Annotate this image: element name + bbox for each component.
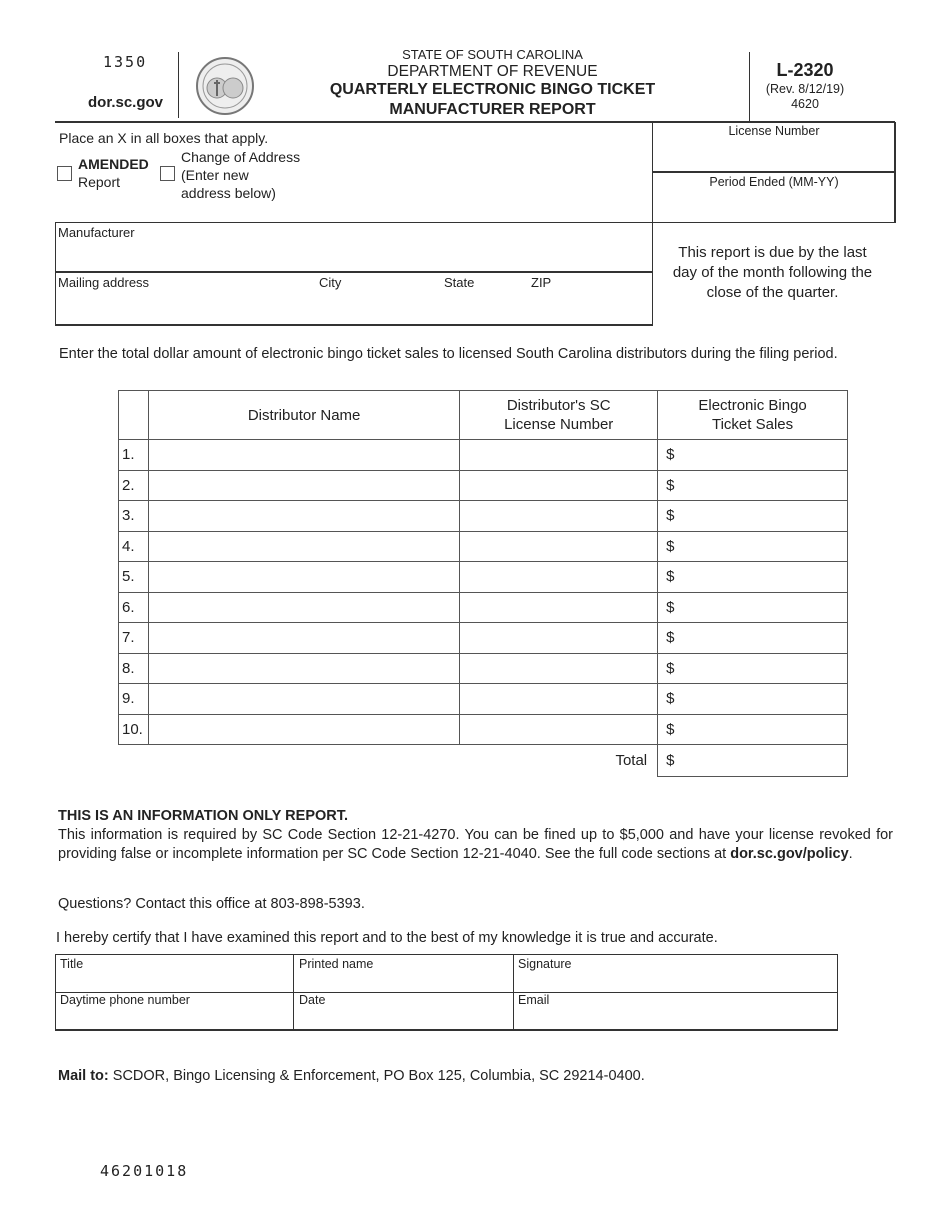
email-label: Email	[518, 993, 550, 1007]
mailing-address-field[interactable]	[58, 292, 648, 322]
table-row	[119, 501, 848, 532]
ticket-sales-cell[interactable]: $	[658, 592, 848, 623]
policy-link[interactable]: dor.sc.gov/policy	[730, 846, 849, 862]
distributor-name-cell[interactable]	[148, 470, 459, 501]
distributor-name-cell[interactable]	[148, 653, 459, 684]
divider	[178, 52, 179, 118]
period-ended-label: Period Ended (MM-YY)	[709, 175, 839, 189]
row-number: 4.	[119, 531, 149, 562]
table-row	[119, 562, 848, 593]
revision-date: (Rev. 8/12/19)	[765, 82, 845, 96]
table-instructions: Enter the total dollar amount of electronic bingo ticket sales to licensed South Carolina distributors during the filing period.	[59, 346, 838, 362]
due-date-note: This report is due by the last day of the month following the close of the quarter.	[672, 244, 873, 301]
total-sales-cell[interactable]: $	[658, 745, 848, 777]
footer-code: 46201018	[100, 1162, 189, 1180]
distributor-name-cell[interactable]	[148, 714, 459, 745]
ticket-sales-cell[interactable]: $	[658, 684, 848, 715]
license-number-cell[interactable]	[460, 562, 658, 593]
info-heading: THIS IS AN INFORMATION ONLY REPORT.	[58, 808, 349, 824]
title-label: Title	[60, 957, 84, 971]
info-period: .	[848, 846, 853, 862]
printed-name-label: Printed name	[299, 957, 374, 971]
mailing-address-label: Mailing address	[58, 275, 150, 290]
amended-sublabel: Report	[78, 174, 121, 190]
phone-label: Daytime phone number	[60, 993, 190, 1007]
form-code: 1350	[103, 53, 148, 71]
info-body	[58, 826, 893, 864]
distributor-name-cell[interactable]	[148, 531, 459, 562]
city-label: City	[319, 275, 342, 290]
ticket-sales-header: Electronic Bingo Ticket Sales	[658, 391, 848, 440]
ticket-sales-cell[interactable]: $	[658, 440, 848, 471]
table-row	[119, 440, 848, 471]
license-number-cell[interactable]	[460, 470, 658, 501]
distributor-name-cell[interactable]	[148, 623, 459, 654]
mail-address: SCDOR, Bingo Licensing & Enforcement, PO Box 125, Columbia, SC 29214-0400.	[108, 1068, 645, 1084]
form-title: QUARTERLY ELECTRONIC BINGO TICKET	[329, 81, 656, 98]
website: dor.sc.gov	[88, 94, 164, 111]
change-address-label	[181, 148, 300, 202]
change-address-line: Change of Address	[181, 149, 301, 165]
state-label: State	[444, 275, 475, 290]
certification-text: I hereby certify that I have examined this report and to the best of my knowledge it is true and accurate.	[56, 930, 718, 946]
table-row	[119, 684, 848, 715]
license-number-cell[interactable]	[460, 623, 658, 654]
phone-field[interactable]	[57, 1010, 291, 1028]
divider	[652, 171, 896, 173]
department-name: DEPARTMENT OF REVENUE	[387, 63, 598, 80]
mailing-instructions	[58, 1068, 645, 1084]
distributor-table	[118, 390, 848, 777]
distributor-name-cell[interactable]	[148, 501, 459, 532]
change-address-line: (Enter new	[181, 167, 249, 183]
row-number: 8.	[119, 653, 149, 684]
table-row	[119, 714, 848, 745]
form-id: 4620	[791, 97, 819, 111]
questions-text: Questions? Contact this office at 803-898-5393.	[58, 896, 365, 912]
change-address-line: address below)	[181, 185, 276, 201]
license-number-field[interactable]	[653, 140, 893, 170]
state-name: STATE OF SOUTH CAROLINA	[402, 47, 583, 62]
title-field[interactable]	[57, 972, 291, 990]
row-number: 7.	[119, 623, 149, 654]
license-number-header: Distributor's SC License Number	[460, 391, 658, 440]
row-number: 6.	[119, 592, 149, 623]
table-row	[119, 653, 848, 684]
row-number: 9.	[119, 684, 149, 715]
manufacturer-field[interactable]	[58, 242, 648, 268]
table-row	[119, 623, 848, 654]
table-row	[119, 531, 848, 562]
total-row	[119, 745, 848, 777]
license-number-cell[interactable]	[460, 684, 658, 715]
instruction-text: Place an X in all boxes that apply.	[59, 130, 269, 146]
info-text: This information is required by SC Code Section 12-21-4270. You can be fined up to $5,000 and have your license revoked for providing false or incomplete information per SC Code Section 12-21-4040. See the full code sections at	[58, 827, 893, 862]
state-seal-icon	[195, 56, 255, 119]
table-header-row	[119, 391, 848, 440]
license-number-cell[interactable]	[460, 531, 658, 562]
distributor-name-cell[interactable]	[148, 562, 459, 593]
license-number-cell[interactable]	[460, 501, 658, 532]
ticket-sales-cell[interactable]: $	[658, 714, 848, 745]
ticket-sales-cell[interactable]: $	[658, 531, 848, 562]
row-number: 5.	[119, 562, 149, 593]
mail-to-label: Mail to:	[58, 1068, 109, 1084]
distributor-name-cell[interactable]	[148, 684, 459, 715]
date-field[interactable]	[295, 1010, 511, 1028]
form-title-2: MANUFACTURER REPORT	[389, 101, 596, 118]
license-number-cell[interactable]	[460, 653, 658, 684]
change-address-checkbox[interactable]	[160, 166, 175, 181]
signature-field[interactable]	[515, 972, 835, 990]
row-number: 2.	[119, 470, 149, 501]
divider	[55, 271, 653, 273]
ticket-sales-cell[interactable]: $	[658, 501, 848, 532]
license-number-cell[interactable]	[460, 714, 658, 745]
license-number-label: License Number	[728, 124, 820, 138]
license-number-cell[interactable]	[460, 440, 658, 471]
table-row	[119, 470, 848, 501]
signature-label: Signature	[518, 957, 572, 971]
ticket-sales-cell[interactable]: $	[658, 623, 848, 654]
zip-label: ZIP	[531, 275, 552, 290]
distributor-name-header: Distributor Name	[148, 391, 459, 440]
email-field[interactable]	[515, 1010, 835, 1028]
distributor-name-cell[interactable]	[148, 592, 459, 623]
table-row	[119, 592, 848, 623]
row-number: 1.	[119, 440, 149, 471]
form-number: L-2320	[776, 60, 834, 80]
distributor-name-cell[interactable]	[148, 440, 459, 471]
amended-label: AMENDED	[78, 156, 149, 172]
ticket-sales-cell[interactable]: $	[658, 653, 848, 684]
ticket-sales-cell[interactable]: $	[658, 562, 848, 593]
ticket-sales-cell[interactable]: $	[658, 470, 848, 501]
divider	[513, 954, 514, 1031]
total-label: Total	[119, 745, 658, 777]
period-ended-field[interactable]	[653, 192, 893, 220]
row-number: 10.	[119, 714, 149, 745]
row-number-header	[119, 391, 149, 440]
printed-name-field[interactable]	[295, 972, 511, 990]
row-number: 3.	[119, 501, 149, 532]
divider	[293, 954, 294, 1031]
manufacturer-label: Manufacturer	[58, 225, 135, 240]
amended-checkbox[interactable]	[57, 166, 72, 181]
date-label: Date	[299, 993, 326, 1007]
license-number-cell[interactable]	[460, 592, 658, 623]
